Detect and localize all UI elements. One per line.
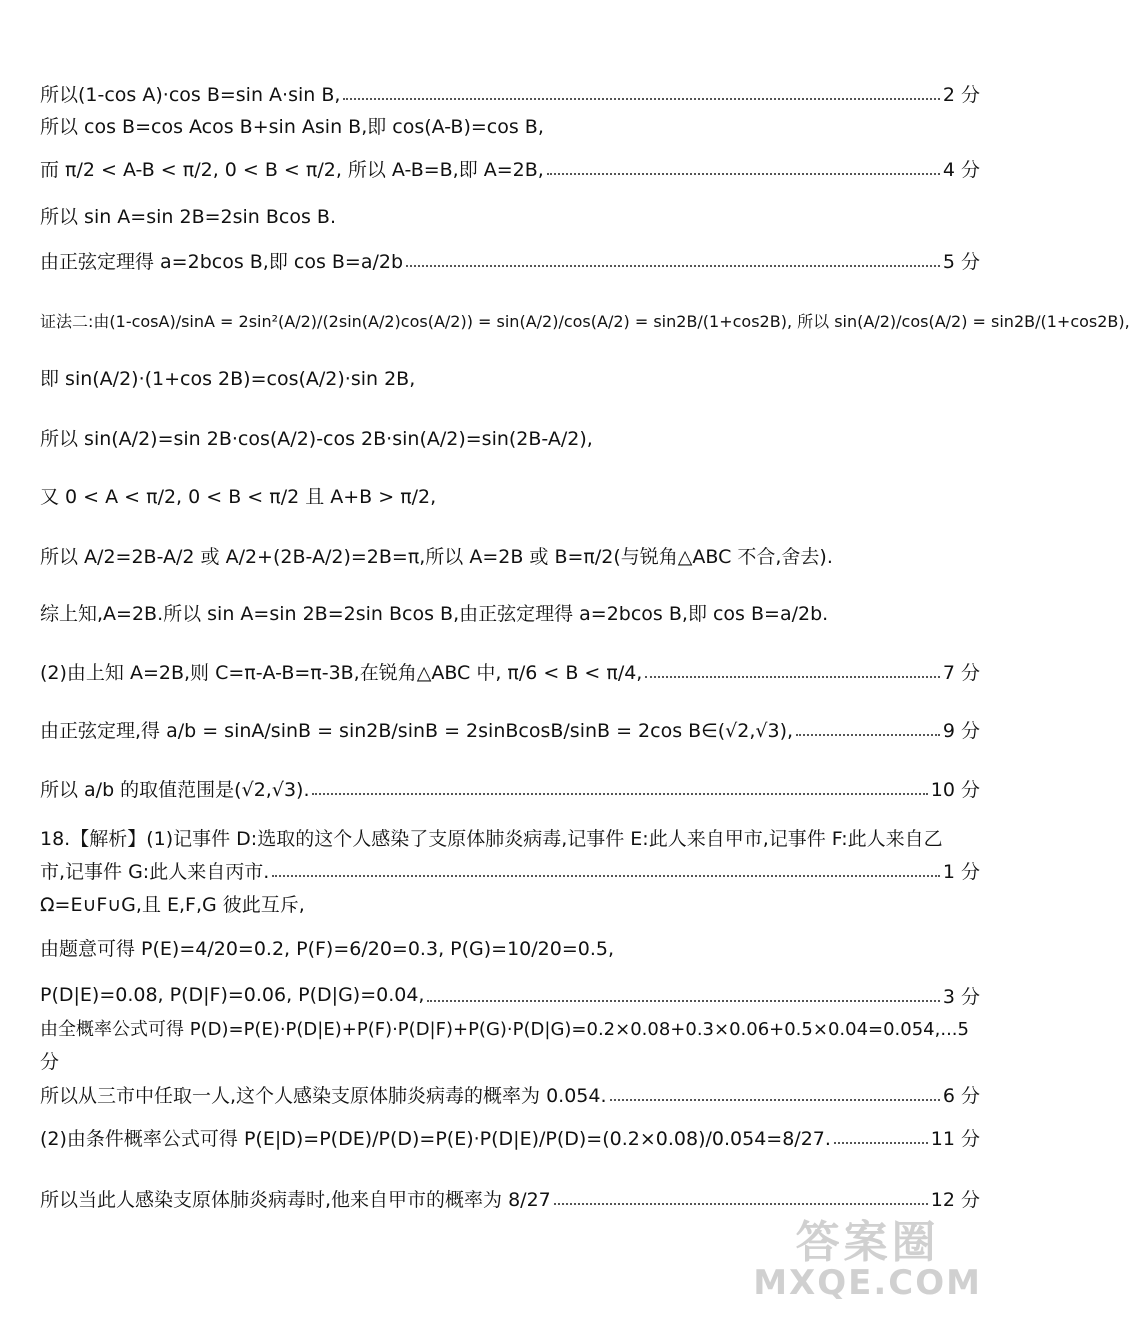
watermark-top: 答案圈 — [795, 1217, 940, 1269]
solution-line — [40, 1122, 980, 1152]
line-score: 7 分 — [942, 661, 980, 684]
site-watermark-logo — [753, 1217, 982, 1304]
solution-line — [40, 540, 980, 570]
dot-leader — [796, 734, 940, 736]
line-text: 所以 sin(A/2)=sin 2B·cos(A/2)-cos 2B·sin(A/2)=sin(2B-A/2), — [40, 427, 593, 450]
solution-line — [40, 78, 980, 108]
solution-line — [40, 714, 980, 744]
solution-line — [40, 1079, 980, 1109]
line-text: 而 π/2 < A-B < π/2, 0 < B < π/2, 所以 A-B=B,即 A=2B, — [40, 158, 544, 181]
dot-leader — [554, 1203, 928, 1205]
solution-line — [40, 656, 980, 686]
line-text: 所以(1-cos A)·cos B=sin A·sin B, — [40, 83, 341, 106]
line-text: 所以 sin A=sin 2B=2sin Bcos B. — [40, 205, 336, 228]
line-text: 综上知,A=2B.所以 sin A=sin 2B=2sin Bcos B,由正弦定理得 a=2bcos B,即 cos B=a/2b. — [40, 602, 829, 625]
solution-line — [40, 1013, 980, 1043]
line-score: 12 分 — [930, 1188, 980, 1211]
solution-line — [40, 153, 980, 183]
solution-line — [40, 855, 980, 885]
solution-line — [40, 480, 980, 510]
line-text: 所以从三市中任取一人,这个人感染支原体肺炎病毒的概率为 0.054. — [40, 1084, 607, 1107]
solution-line — [40, 1183, 980, 1213]
line-text: 即 sin(A/2)·(1+cos 2B)=cos(A/2)·sin 2B, — [40, 367, 416, 390]
line-text: (2)由条件概率公式可得 P(E|D)=P(DE)/P(D)=P(E)·P(D|E)/P(D)=(0.2×0.08)/0.054=8/27. — [40, 1127, 831, 1150]
line-text: 又 0 < A < π/2, 0 < B < π/2 且 A+B > π/2, — [40, 485, 437, 508]
dot-leader — [834, 1142, 928, 1144]
dot-leader — [645, 676, 940, 678]
line-text: 所以当此人感染支原体肺炎病毒时,他来自甲市的概率为 8/27 — [40, 1188, 551, 1211]
line-text: (2)由上知 A=2B,则 C=π-A-B=π-3B,在锐角△ABC 中, π/6 < B < π/4, — [40, 661, 643, 684]
solution-line — [40, 110, 980, 140]
line-score: 9 分 — [942, 719, 980, 742]
solution-line — [40, 1045, 980, 1075]
solution-line — [40, 200, 980, 230]
dot-leader — [312, 793, 927, 795]
line-text: 所以 cos B=cos Acos B+sin Asin B,即 cos(A-B)=cos B, — [40, 115, 544, 138]
dot-leader — [427, 1000, 939, 1002]
line-text: 由正弦定理得 a=2bcos B,即 cos B=a/2b — [40, 250, 404, 273]
dot-leader — [547, 173, 940, 175]
line-text: 由全概率公式可得 P(D)=P(E)·P(D|E)+P(F)·P(D|F)+P(G)·P(D|G)=0.2×0.08+0.3×0.06+0.5×0.04=0.054,...5 — [40, 1019, 969, 1040]
dot-leader — [406, 265, 940, 267]
solution-line — [40, 980, 980, 1010]
line-score: 1 分 — [942, 860, 980, 883]
solution-line — [40, 245, 980, 275]
line-score: 4 分 — [942, 158, 980, 181]
line-text: Ω=E∪F∪G,且 E,F,G 彼此互斥, — [40, 893, 305, 916]
line-text: 18.【解析】(1)记事件 D:选取的这个人感染了支原体肺炎病毒,记事件 E:此人来自甲市,记事件 F:此人来自乙 — [40, 827, 943, 850]
line-text: 证法二:由(1-cosA)/sinA = 2sin²(A/2)/(2sin(A/2)cos(A/2)) = sin(A/2)/cos(A/2) = sin2B/(1+cos2B), 所以 sin(A/2)/cos(A/2) = sin2B/(1+cos2B), — [40, 311, 1130, 331]
solution-line — [40, 932, 980, 962]
solution-line — [40, 773, 980, 803]
watermark-bottom: MXQE.COM — [753, 1263, 982, 1304]
dot-leader — [272, 875, 940, 877]
line-score: 5 分 — [942, 250, 980, 273]
line-score: 2 分 — [942, 83, 980, 106]
line-text: 所以 a/b 的取值范围是(√2,√3). — [40, 778, 310, 801]
dot-leader — [343, 98, 939, 100]
line-text: 分 — [40, 1050, 60, 1073]
line-score: 3 分 — [942, 985, 980, 1008]
solution-line — [40, 305, 1130, 335]
line-score: 11 分 — [930, 1127, 980, 1150]
line-text: 市,记事件 G:此人来自丙市. — [40, 860, 270, 883]
solution-line — [40, 422, 980, 452]
line-text: P(D|E)=0.08, P(D|F)=0.06, P(D|G)=0.04, — [40, 984, 425, 1006]
line-score: 10 分 — [930, 778, 980, 801]
solution-line — [40, 888, 980, 918]
line-text: 由正弦定理,得 a/b = sinA/sinB = sin2B/sinB = 2sinBcosB/sinB = 2cos B∈(√2,√3), — [40, 719, 794, 742]
solution-line — [40, 362, 980, 392]
solution-line — [40, 822, 980, 852]
line-text: 由题意可得 P(E)=4/20=0.2, P(F)=6/20=0.3, P(G)=10/20=0.5, — [40, 937, 614, 960]
dot-leader — [610, 1099, 940, 1101]
solution-line — [40, 597, 980, 627]
line-text: 所以 A/2=2B-A/2 或 A/2+(2B-A/2)=2B=π,所以 A=2B 或 B=π/2(与锐角△ABC 不合,舍去). — [40, 545, 833, 568]
line-score: 6 分 — [942, 1084, 980, 1107]
